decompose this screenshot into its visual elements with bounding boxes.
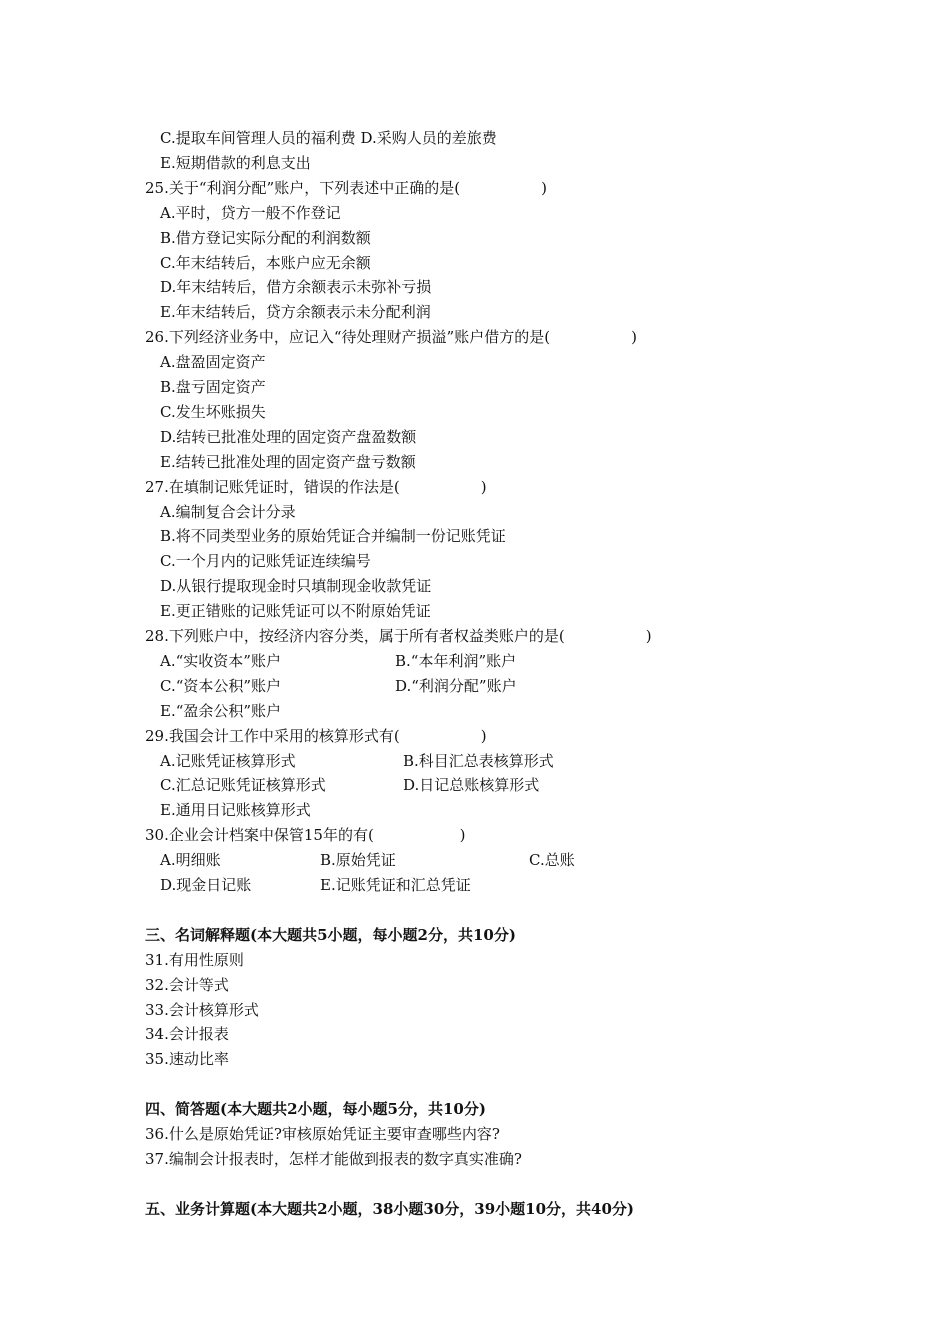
option-text: E.通用日记账核算形式	[160, 801, 311, 820]
option-text: E.短期借款的利息支出	[160, 153, 311, 172]
question-text: 28.下列账户中，按经济内容分类，属于所有者权益类账户的是( )	[145, 627, 652, 645]
option-text: D.“利润分配”账户	[395, 676, 517, 695]
option-text: E.更正错账的记账凭证可以不附原始凭证	[160, 602, 431, 621]
question-text: 32.会计等式	[145, 975, 229, 994]
question-text: 29.我国会计工作中采用的核算形式有( )	[145, 726, 487, 745]
option-text: B.科目汇总表核算形式	[403, 751, 554, 770]
option-text: D.结转已批准处理的固定资产盘盈数额	[160, 427, 417, 446]
option-text: C.年末结转后，本账户应无余额	[160, 253, 371, 272]
option-text: C.汇总记账凭证核算形式	[160, 776, 326, 795]
section-heading: 三、名词解释题(本大题共5小题，每小题2分，共10分)	[145, 925, 516, 944]
option-text: D.年末结转后，借方余额表示未弥补亏损	[160, 278, 432, 297]
section-heading: 五、业务计算题(本大题共2小题，38小题30分，39小题10分，共40分)	[145, 1199, 635, 1218]
option-text: B.原始凭证	[320, 851, 396, 870]
option-text: B.“本年利润”账户	[395, 651, 517, 670]
option-text: A.盘盈固定资产	[160, 353, 266, 372]
option-text: C.提取车间管理人员的福利费 D.采购人员的差旅费	[160, 129, 497, 147]
question-text: 35.速动比率	[145, 1050, 229, 1069]
option-text: A.平时，贷方一般不作登记	[160, 203, 341, 222]
question-text: 37.编制会计报表时，怎样才能做到报表的数字真实准确?	[145, 1149, 522, 1168]
option-text: A.记账凭证核算形式	[160, 751, 296, 770]
option-text: B.将不同类型业务的原始凭证合并编制一份记账凭证	[160, 527, 506, 546]
option-text: B.盘亏固定资产	[160, 378, 266, 396]
option-text: E.“盈余公积”账户	[160, 701, 282, 720]
option-text: E.结转已批准处理的固定资产盘亏数额	[160, 452, 416, 471]
option-text: C.发生坏账损失	[160, 402, 266, 421]
option-text: A.编制复合会计分录	[160, 502, 296, 521]
option-text: C.总账	[529, 851, 575, 870]
option-text: C.“资本公积”账户	[160, 676, 282, 695]
question-text: 26.下列经济业务中，应记入“待处理财产损溢”账户借方的是( )	[145, 328, 637, 347]
question-text: 30.企业会计档案中保管15年的有( )	[145, 826, 466, 845]
option-text: D.日记总账核算形式	[403, 776, 540, 795]
option-text: E.年末结转后，贷方余额表示未分配利润	[160, 303, 431, 322]
question-text: 27.在填制记账凭证时，错误的作法是( )	[145, 477, 487, 496]
question-text: 31.有用性原则	[145, 950, 244, 969]
option-text: A.“实收资本”账户	[160, 651, 281, 670]
question-text: 36.什么是原始凭证?审核原始凭证主要审查哪些内容?	[145, 1125, 500, 1143]
option-text: D.从银行提取现金时只填制现金收款凭证	[160, 577, 432, 596]
option-text: C.一个月内的记账凭证连续编号	[160, 552, 371, 571]
option-text: D.现金日记账	[160, 876, 252, 894]
question-text: 25.关于“利润分配”账户，下列表述中正确的是( )	[145, 178, 547, 197]
option-text: E.记账凭证和汇总凭证	[320, 876, 471, 894]
option-text: A.明细账	[160, 851, 221, 870]
question-text: 34.会计报表	[145, 1025, 229, 1044]
section-heading: 四、简答题(本大题共2小题，每小题5分，共10分)	[145, 1100, 486, 1119]
option-text: B.借方登记实际分配的利润数额	[160, 228, 371, 247]
question-text: 33.会计核算形式	[145, 1000, 259, 1019]
